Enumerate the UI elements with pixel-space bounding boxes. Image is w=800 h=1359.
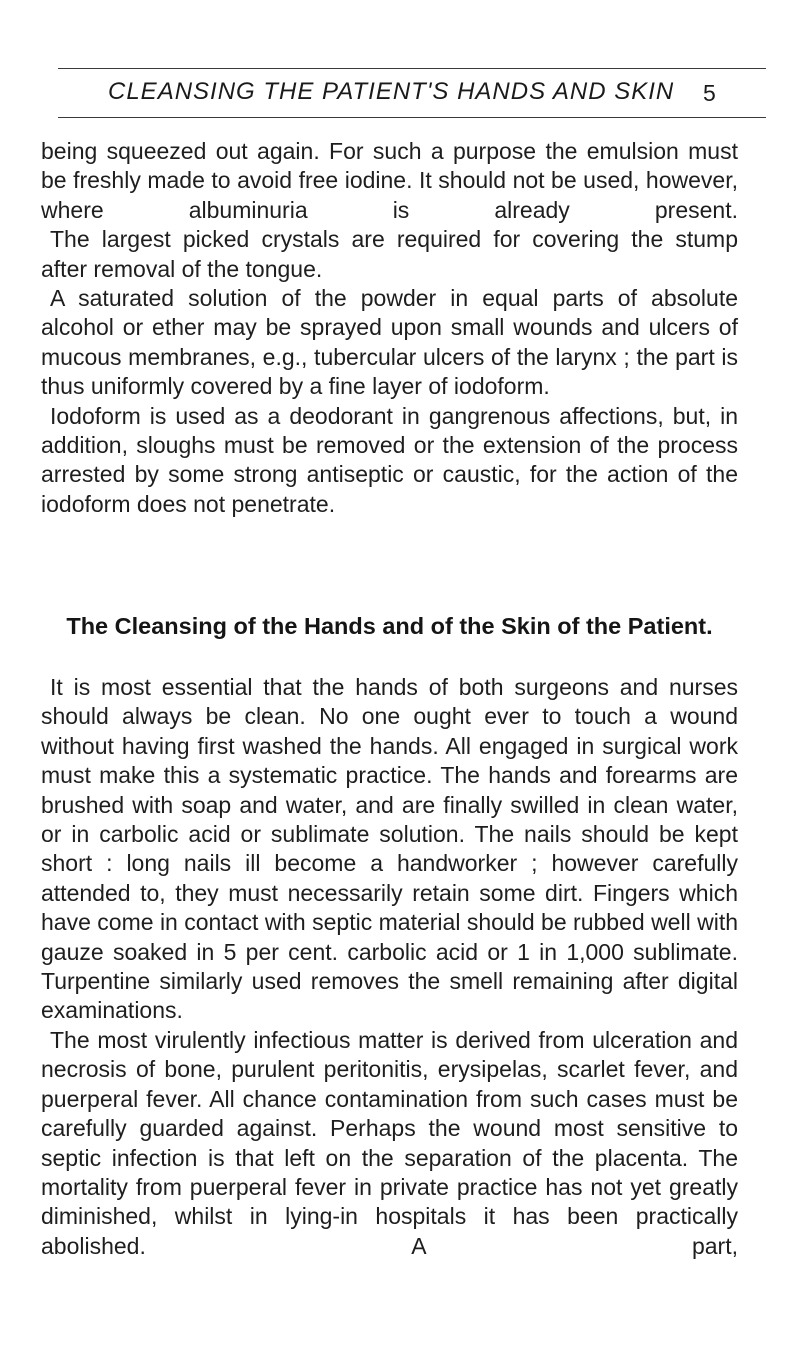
paragraph-infectious-matter: The most virulently infectious matter is derived from ulceration and necrosis of bone, purulent peritonitis, erysipelas, scarlet fever, and puerperal fever. All chance contamination from such cases must be carefully guarded against. Perhaps the wound most sensitive to septic infection is that left on the separation of the placenta. The mortality from puerperal fever in private practice has not yet greatly diminished, whilst in lying-in hospitals it has been practically abolished. A part, xyxy=(41,1026,738,1259)
paragraph-deodorant: Iodoform is used as a deodorant in gangrenous affections, but, in addition, sloughs must be removed or the extension of the process arrested by some strong antiseptic or caustic, for the action of the iodoform does not penetrate. xyxy=(41,402,738,517)
paragraph-hands-clean: It is most essential that the hands of both surgeons and nurses should always be clean. No one ought ever to touch a wound without having first washed the hands. All engaged in surgical work must make this a systematic practice. The hands and forearms are brushed with soap and water, and are finally swilled in clean water, or in carbolic acid or sublimate solution. The nails should be kept short : long nails ill become a handworker ; however carefully attended to, they must necessarily retain some dirt. Fingers which have come in contact with septic material should be rubbed well with gauze soaked in 5 per cent. carbolic acid or 1 in 1,000 sublimate. Turpentine similarly used removes the smell remaining after digital examinations. xyxy=(41,674,738,1024)
paragraph-saturated-solution: A saturated solution of the powder in equal parts of absolute alcohol or ether may be sprayed upon small wounds and ulcers of mucous membranes, e.g., tubercular ulcers of the larynx ; the part is thus uniformly covered by a fine layer of iodoform. xyxy=(41,285,738,400)
header-rule-bottom xyxy=(58,117,766,118)
running-head-title: CLEANSING THE PATIENT'S HANDS AND SKIN xyxy=(108,78,675,105)
page-number: 5 xyxy=(703,80,716,106)
section-heading-cleansing: The Cleansing of the Hands and of the Skin of the Patient. xyxy=(66,613,713,639)
paragraph-crystals: The largest picked crystals are required for covering the stump after removal of the tongue. xyxy=(41,226,738,282)
cleansing-section-text xyxy=(41,673,738,1261)
paragraph-emulsion: being squeezed out again. For such a purpose the emulsion must be freshly made to avoid free iodine. It should not be used, however, where albuminuria is already present. xyxy=(41,138,738,223)
header-rule-top xyxy=(58,68,766,69)
iodoform-section-text xyxy=(41,137,738,519)
